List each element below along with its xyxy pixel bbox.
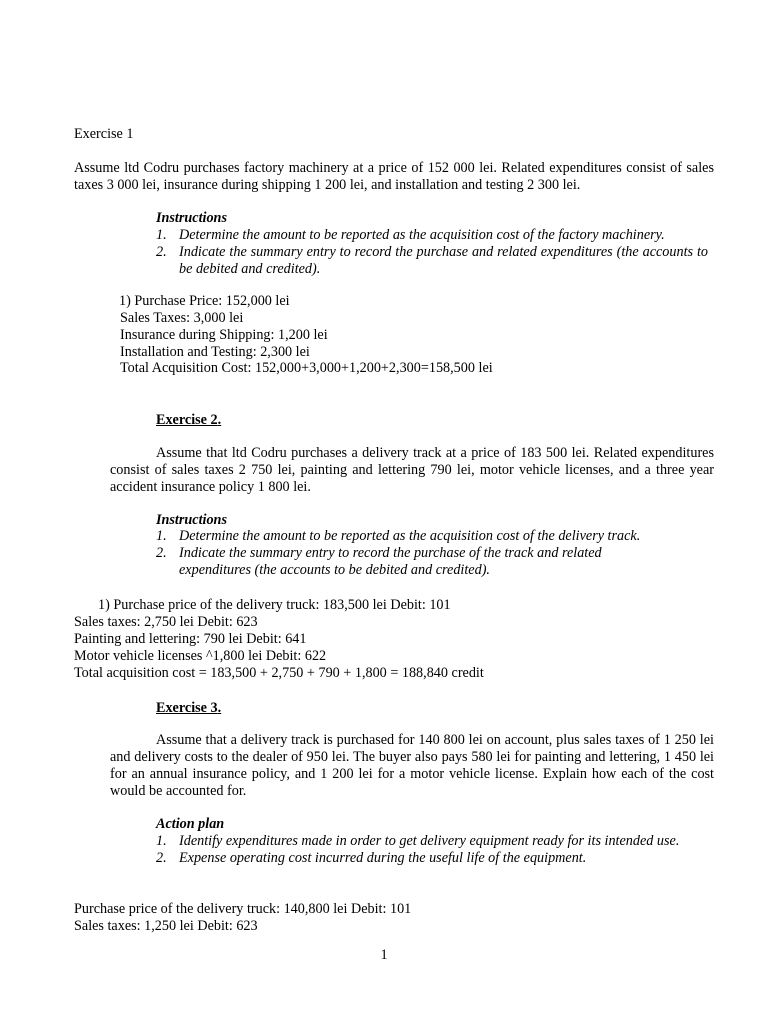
exercise-1-instructions-list bbox=[156, 227, 708, 278]
list-item: 2. Indicate the summary entry to record the purchase of the track and related expenditures (the accounts to be debited and credited). bbox=[156, 545, 602, 578]
exercise-2-answer-line: Motor vehicle licenses ^1,800 lei Debit: 622 bbox=[74, 648, 327, 664]
exercise-2-instructions-list bbox=[156, 528, 676, 579]
exercise-2-answer-line: 1) Purchase price of the delivery truck: 183,500 lei Debit: 101 bbox=[98, 597, 451, 613]
exercise-1-answer-line: Installation and Testing: 2,300 lei bbox=[120, 344, 310, 360]
list-item: 2. Expense operating cost incurred during the useful life of the equipment. bbox=[156, 850, 587, 866]
list-item: 1. Determine the amount to be reported as the acquisition cost of the delivery track. bbox=[156, 528, 641, 544]
exercise-3-title: Exercise 3. bbox=[156, 700, 222, 716]
exercise-2-body: Assume that ltd Codru purchases a delivery track at a price of 183 500 lei. Related expenditures consist of sales taxes 2 750 lei, painting and lettering 790 lei, motor vehicle licenses, and a three year accident insurance policy 1 800 lei. bbox=[110, 445, 714, 495]
exercise-2-answer-line: Sales taxes: 2,750 lei Debit: 623 bbox=[74, 614, 258, 630]
exercise-3-answer-line: Purchase price of the delivery truck: 140,800 lei Debit: 101 bbox=[74, 901, 412, 917]
page-number: 1 bbox=[380, 947, 388, 963]
exercise-1-answer-line: 1) Purchase Price: 152,000 lei bbox=[119, 293, 290, 309]
exercise-1-answer-line: Sales Taxes: 3,000 lei bbox=[120, 310, 244, 326]
list-item: 1. Identify expenditures made in order to get delivery equipment ready for its intended use. bbox=[156, 833, 680, 849]
exercise-2-instructions-label: Instructions bbox=[156, 512, 227, 528]
list-item: 2. Indicate the summary entry to record the purchase and related expenditures (the accounts to be debited and credited). bbox=[156, 244, 708, 277]
exercise-2-answer-line: Painting and lettering: 790 lei Debit: 641 bbox=[74, 631, 307, 647]
exercise-2-title: Exercise 2. bbox=[156, 412, 222, 428]
exercise-1-answer-line: Insurance during Shipping: 1,200 lei bbox=[120, 327, 328, 343]
exercise-1-title: Exercise 1 bbox=[74, 126, 134, 142]
exercise-3-plan-label: Action plan bbox=[156, 816, 225, 832]
exercise-3-body: Assume that a delivery track is purchased for 140 800 lei on account, plus sales taxes of 1 250 lei and delivery costs to the dealer of 950 lei. The buyer also pays 580 lei for painting and lettering, 1 450 lei for an annual insurance policy, and 1 200 lei for a motor vehicle license. Explain how each of the cost would be accounted for. bbox=[110, 732, 714, 799]
exercise-2-answer-line: Total acquisition cost = 183,500 + 2,750 + 790 + 1,800 = 188,840 credit bbox=[74, 665, 484, 681]
exercise-3-plan-list bbox=[156, 833, 701, 867]
exercise-1-answer-line: Total Acquisition Cost: 152,000+3,000+1,200+2,300=158,500 lei bbox=[120, 360, 493, 376]
exercise-1-instructions-label: Instructions bbox=[156, 210, 227, 226]
exercise-3-answer-line: Sales taxes: 1,250 lei Debit: 623 bbox=[74, 918, 258, 934]
list-item: 1. Determine the amount to be reported as the acquisition cost of the factory machinery. bbox=[156, 227, 665, 243]
exercise-1-body: Assume ltd Codru purchases factory machinery at a price of 152 000 lei. Related expenditures consist of sales taxes 3 000 lei, insurance during shipping 1 200 lei, and installation and testing 2 300 lei. bbox=[74, 160, 714, 193]
